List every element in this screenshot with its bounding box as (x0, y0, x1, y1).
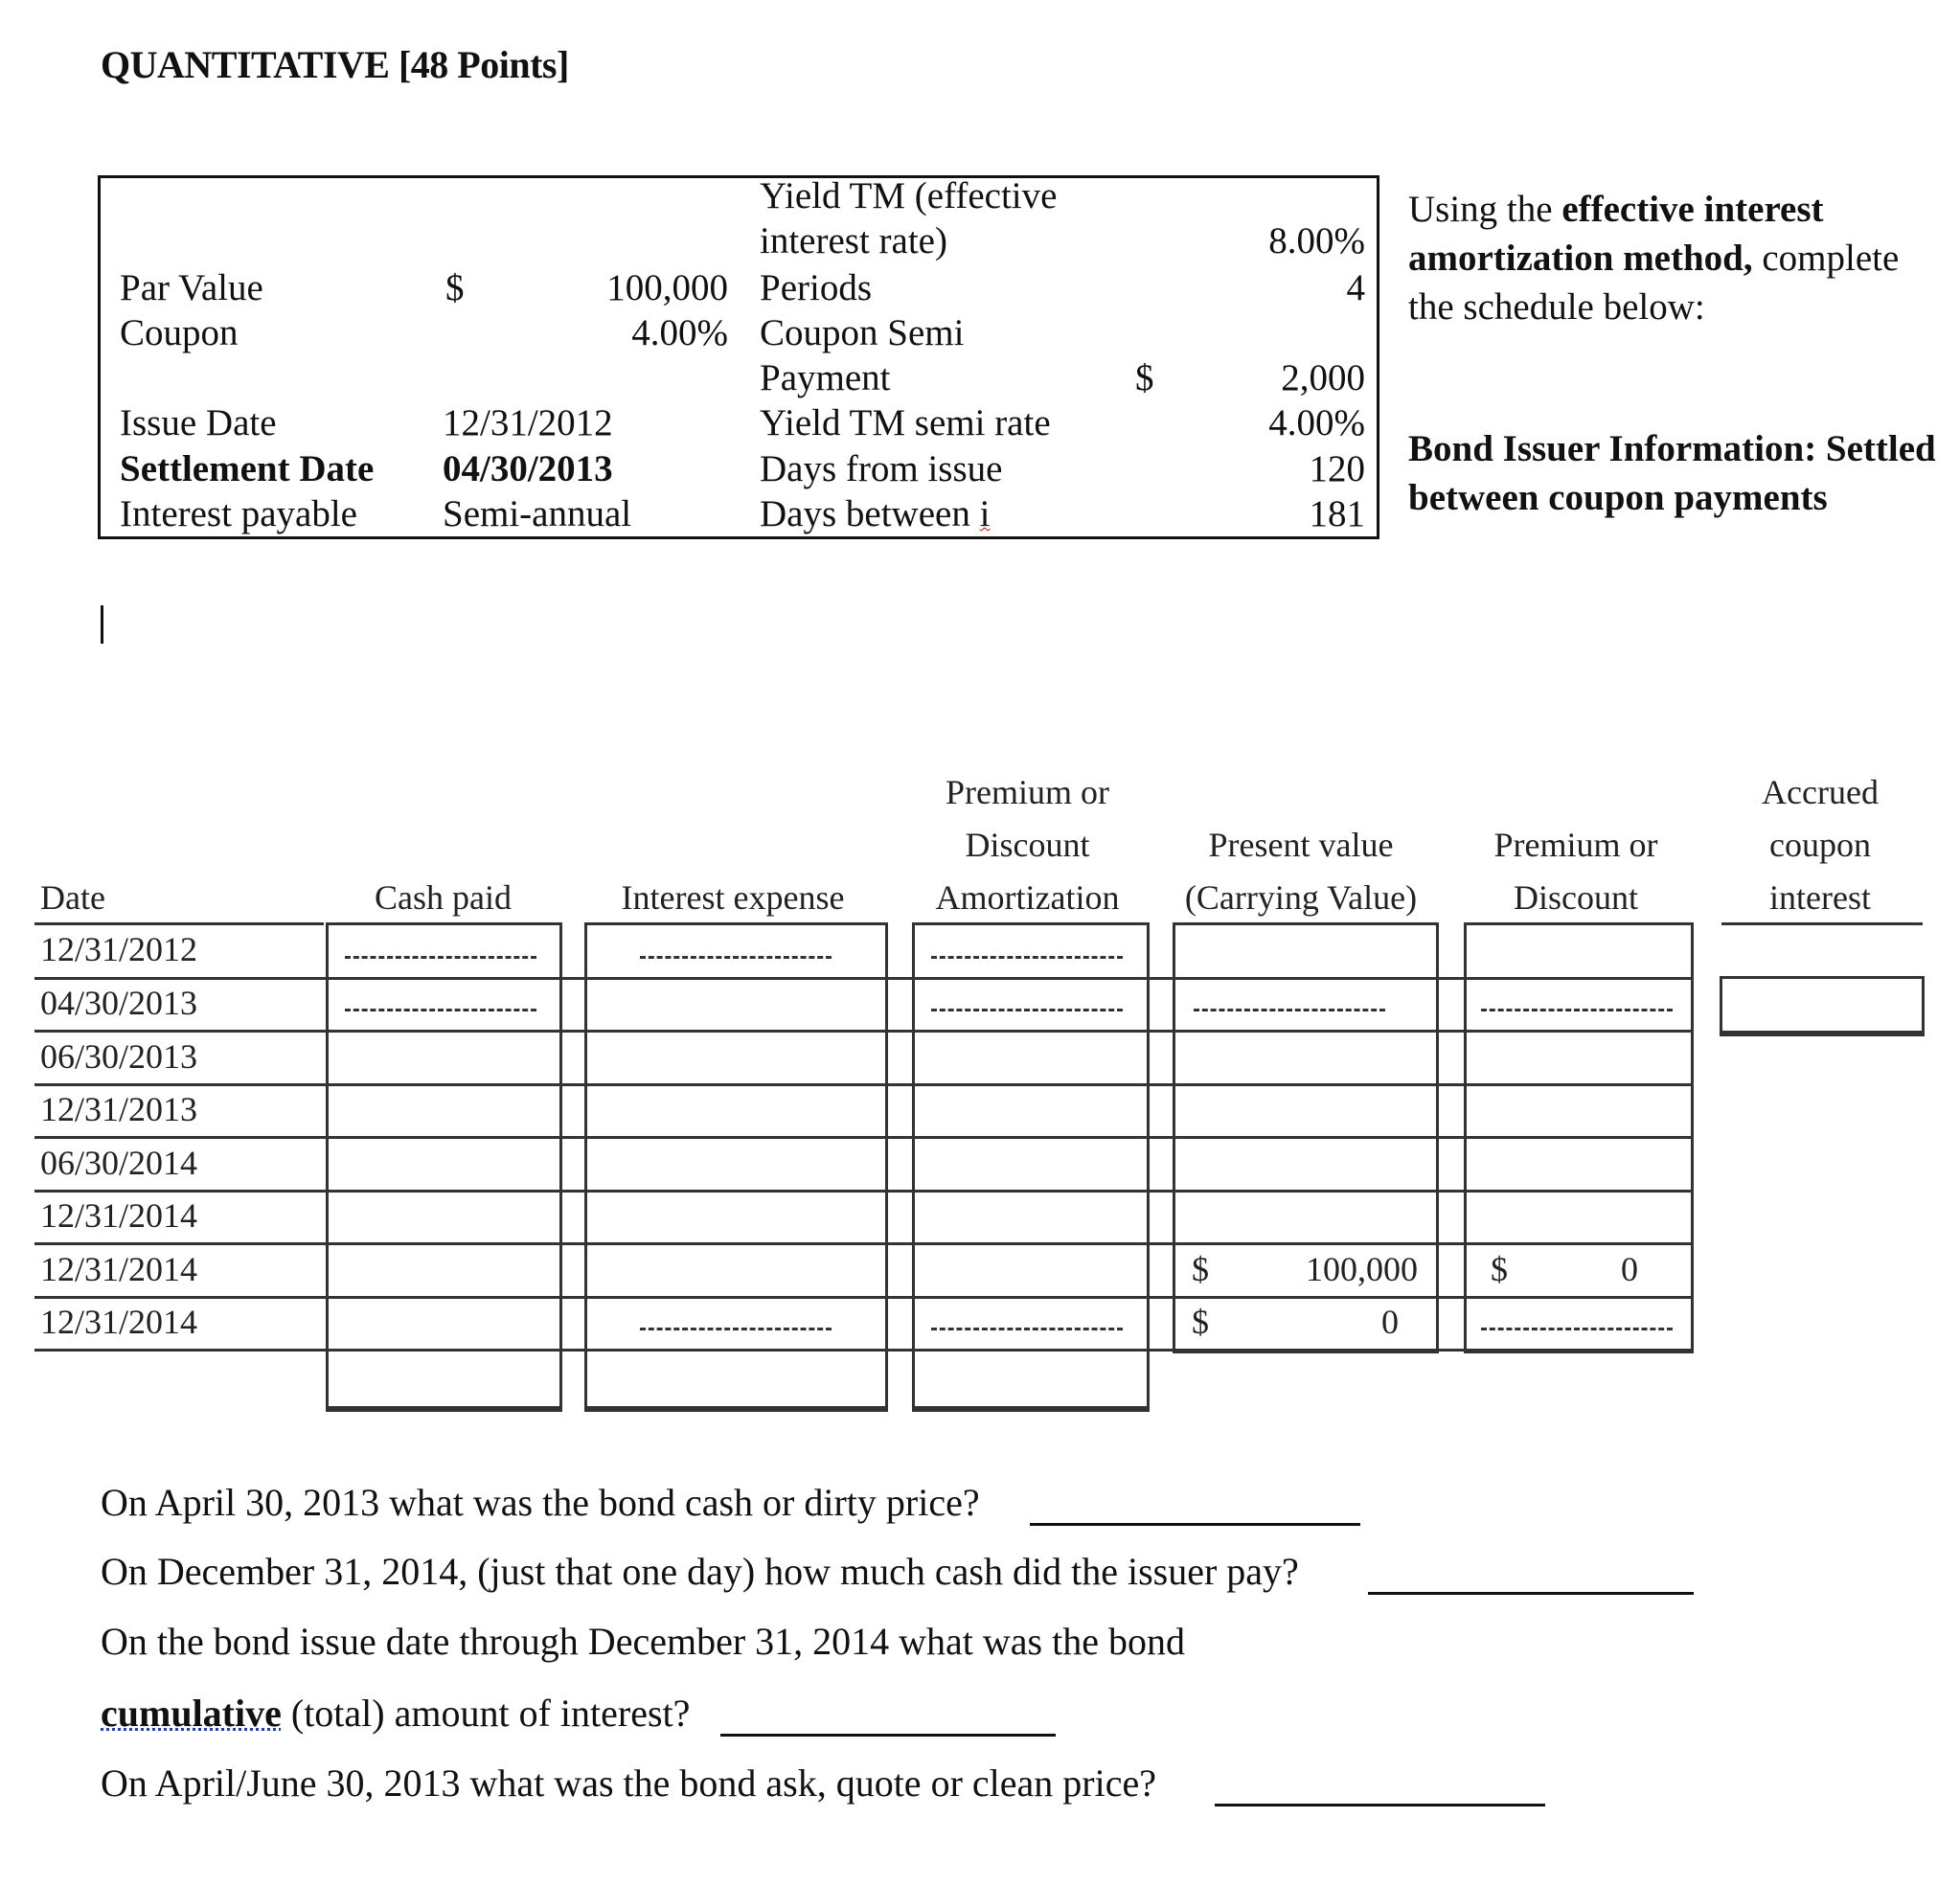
answer-blank-dirty-price[interactable] (1030, 1523, 1360, 1526)
header-cash-paid: Cash paid (375, 878, 512, 917)
row-rule (34, 1030, 324, 1033)
question-cash-paid (101, 1549, 1299, 1594)
coupon-semi-label-2: Payment (760, 357, 891, 398)
header-date: Date (40, 878, 105, 917)
days-between-value: 181 (1309, 493, 1365, 534)
header-amortization-1: Premium or (946, 773, 1109, 811)
empty-cell-marker (1481, 1009, 1673, 1011)
header-amortization-2: Discount (965, 826, 1090, 864)
question-dirty-price (101, 1480, 980, 1525)
periods-label: Periods (760, 267, 872, 308)
par-value-dollar: $ (445, 267, 465, 308)
header-premium-discount-1: Premium or (1493, 826, 1658, 864)
row-rule (324, 977, 1692, 980)
row7-pv-dollar: $ (1192, 1250, 1209, 1288)
empty-cell-marker (1194, 1009, 1385, 1011)
schedule-date-3: 06/30/2013 (40, 1037, 198, 1076)
answer-blank-cumulative[interactable] (720, 1734, 1056, 1737)
row-rule (324, 1083, 1692, 1086)
par-value: 100,000 (606, 267, 728, 308)
empty-cell-marker (640, 956, 832, 959)
row-rule (324, 1190, 1692, 1193)
row-rule (34, 1349, 324, 1352)
question-clean-price-text: On April/June 30, 2013 what was the bond ask, quote or clean price? (101, 1761, 1156, 1805)
row-rule (324, 1349, 1692, 1352)
answer-blank-cash-paid[interactable] (1368, 1592, 1694, 1595)
row-rule (34, 1136, 324, 1139)
schedule-date-2: 04/30/2013 (40, 984, 198, 1022)
periods-value: 4 (1346, 267, 1365, 308)
question-cumulative-1: On the bond issue date through December 31, 2014 what was the bond (101, 1620, 1185, 1663)
row7-premium-dollar: $ (1491, 1250, 1508, 1288)
ytm-semi-value: 4.00% (1268, 402, 1365, 443)
bond-info-box (98, 175, 1379, 539)
page-title: QUANTITATIVE [48 Points] (101, 43, 569, 86)
row7-pv-value: 100,000 (1306, 1250, 1418, 1288)
row-rule (34, 1083, 324, 1086)
header-amortization-3: Amortization (935, 878, 1120, 917)
interest-payable-label: Interest payable (120, 493, 357, 534)
row8-pv-value: 0 (1381, 1303, 1399, 1341)
header-accrued-3: interest (1769, 878, 1871, 917)
row8-pv-dollar: $ (1192, 1303, 1209, 1341)
empty-cell-marker (345, 1009, 536, 1011)
interest-expense-column[interactable] (584, 922, 888, 1412)
row-rule (34, 1296, 324, 1299)
schedule-date-1: 12/31/2012 (40, 930, 198, 968)
row-rule (34, 922, 324, 925)
par-value-label: Par Value (120, 267, 263, 308)
schedule-date-4: 12/31/2013 (40, 1090, 198, 1128)
issue-date: 12/31/2012 (443, 402, 613, 443)
coupon-value: 4.00% (631, 312, 728, 353)
row-rule (34, 977, 324, 980)
question-cumulative-text: (total) amount of interest? (281, 1692, 691, 1735)
empty-cell-marker (640, 1328, 832, 1330)
row-rule (34, 1190, 324, 1193)
question-clean-price (101, 1761, 1156, 1806)
coupon-label: Coupon (120, 312, 239, 353)
header-present-value-2: (Carrying Value) (1184, 878, 1418, 917)
empty-cell-marker (931, 956, 1123, 959)
header-accrued-1: Accrued (1762, 773, 1879, 811)
instructions-text-1: Using the (1408, 189, 1562, 230)
instructions-note (1408, 185, 1945, 331)
days-from-issue-value: 120 (1309, 448, 1365, 489)
instructions-text-2: complete the schedule below: (1408, 238, 1900, 328)
days-between-label (760, 491, 990, 536)
issuer-note: Bond Issuer Information: Settled between coupon payments (1408, 428, 1936, 518)
row-rule (324, 1136, 1692, 1139)
empty-cell-marker (931, 1328, 1123, 1330)
cumulative-word: cumulative (101, 1692, 282, 1735)
ytm-value: 8.00% (1268, 220, 1365, 261)
answer-blank-clean-price[interactable] (1215, 1804, 1545, 1806)
days-between-i: i (979, 493, 991, 534)
empty-cell-marker (931, 1009, 1123, 1011)
row-rule (34, 1242, 324, 1245)
schedule-date-6: 12/31/2014 (40, 1196, 198, 1235)
question-cash-paid-text: On December 31, 2014, (just that one day) how much cash did the issuer pay? (101, 1550, 1299, 1593)
row7-premium-value: 0 (1621, 1250, 1638, 1288)
schedule-date-7: 12/31/2014 (40, 1250, 198, 1288)
days-from-issue-label: Days from issue (760, 448, 1003, 489)
text-cursor (101, 605, 103, 644)
cash-paid-column[interactable] (326, 922, 562, 1412)
question-cumulative-2 (101, 1691, 690, 1736)
schedule-date-8: 12/31/2014 (40, 1303, 198, 1341)
empty-cell-marker (1481, 1328, 1673, 1330)
header-interest-expense: Interest expense (621, 878, 845, 917)
settlement-date-label: Settlement Date (120, 448, 375, 489)
header-accrued-2: coupon (1769, 826, 1871, 864)
empty-cell-marker (345, 956, 536, 959)
coupon-semi-value: 2,000 (1281, 357, 1365, 398)
header-premium-discount-2: Discount (1514, 878, 1638, 917)
interest-payable: Semi-annual (443, 493, 632, 534)
ytm-label-2: interest rate) (760, 220, 947, 261)
amortization-column[interactable] (912, 922, 1150, 1412)
schedule-date-5: 06/30/2014 (40, 1144, 198, 1182)
ytm-label-1: Yield TM (effective (760, 175, 1058, 216)
row-rule (324, 1296, 1692, 1299)
days-between-text: Days between (760, 493, 980, 534)
accrued-header-rule (1721, 922, 1923, 925)
settlement-date: 04/30/2013 (443, 448, 613, 489)
ytm-semi-label: Yield TM semi rate (760, 402, 1051, 443)
accrued-interest-input[interactable] (1720, 976, 1925, 1036)
coupon-semi-label-1: Coupon Semi (760, 312, 965, 353)
instructions-text-bold: effective interest amortization method, (1408, 189, 1824, 279)
question-dirty-price-text: On April 30, 2013 what was the bond cash or dirty price? (101, 1481, 980, 1524)
coupon-semi-dollar: $ (1135, 357, 1154, 398)
header-present-value-1: Present value (1208, 826, 1394, 864)
row-rule (324, 1242, 1692, 1245)
row-rule (324, 1030, 1692, 1033)
issue-date-label: Issue Date (120, 402, 277, 443)
